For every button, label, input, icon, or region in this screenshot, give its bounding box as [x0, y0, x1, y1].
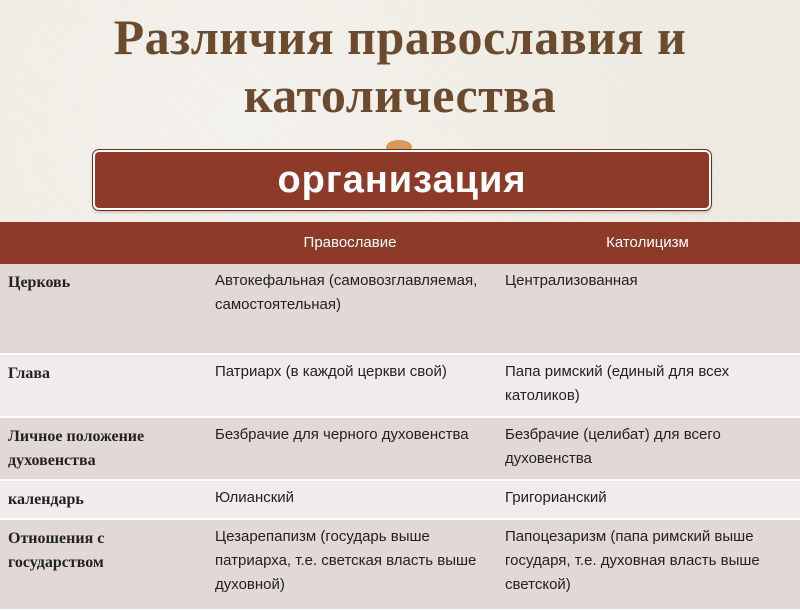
slide-title-line-1: Различия православия и [113, 9, 687, 65]
table-row [0, 519, 800, 610]
cell-orthodox: Безбрачие для черного духовенства [205, 417, 495, 480]
cell-orthodox: Цезарепапизм (государь выше патриарха, т.е. светская власть выше духовной) [205, 519, 495, 610]
comparison-table [0, 222, 800, 611]
row-label-state-relations: Отношения с государством [0, 519, 205, 610]
row-label-head: Глава [0, 354, 205, 417]
cell-catholic: Безбрачие (целибат) для всего духовенства [495, 417, 800, 480]
table-row [0, 480, 800, 519]
cell-orthodox: Юлианский [205, 480, 495, 519]
cell-orthodox: Патриарх (в каждой церкви свой) [205, 354, 495, 417]
cell-orthodox: Автокефальная (самовозглавляемая, самостоятельная) [205, 264, 495, 354]
row-label-clergy: Личное положение духовенства [0, 417, 205, 480]
cell-catholic: Папоцезаризм (папа римский выше государя, т.е. духовная власть выше светской) [495, 519, 800, 610]
row-label-church: Церковь [0, 264, 205, 354]
table-row [0, 264, 800, 354]
cell-catholic: Папа римский (единый для всех католиков) [495, 354, 800, 417]
slide-title [0, 8, 800, 124]
header-empty [0, 222, 205, 264]
cell-catholic: Григорианский [495, 480, 800, 519]
row-label-calendar: календарь [0, 480, 205, 519]
header-catholicism: Католицизм [495, 222, 800, 264]
table-row [0, 354, 800, 417]
table-row [0, 417, 800, 480]
table-header-row [0, 222, 800, 264]
header-orthodoxy: Православие [205, 222, 495, 264]
section-banner [93, 150, 711, 210]
slide-title-line-2: католичества [243, 67, 557, 123]
cell-catholic: Централизованная [495, 264, 800, 354]
section-banner-label: организация [277, 159, 527, 201]
